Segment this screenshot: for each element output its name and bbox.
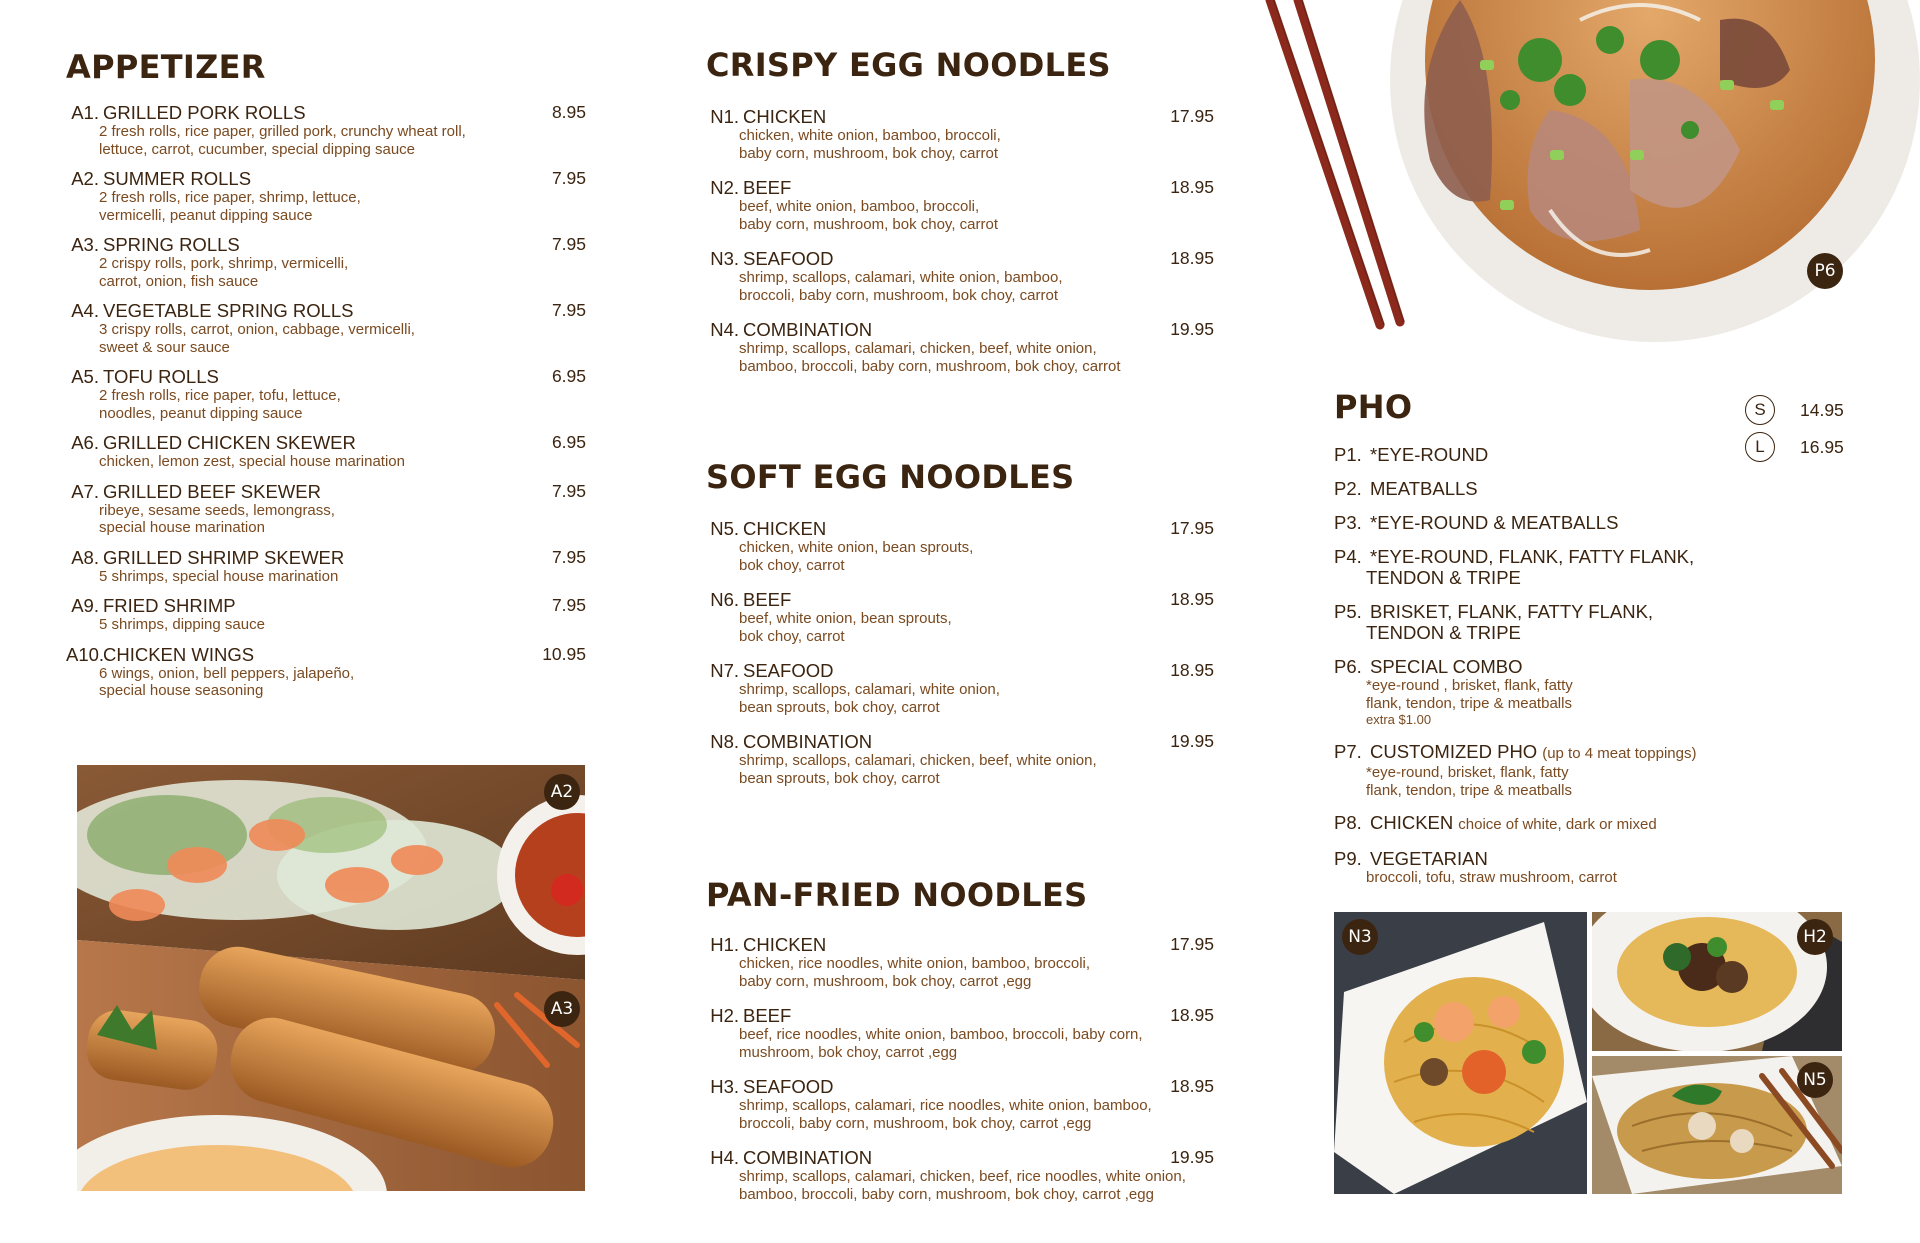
item-description: flank, tendon, tripe & meatballs <box>1366 694 1572 712</box>
item-name: CHICKEN <box>743 518 827 539</box>
item-code: N7. <box>710 660 739 681</box>
item-code: P3. <box>1334 512 1362 533</box>
item-price: 18.95 <box>1170 1076 1214 1096</box>
item-name: BEEF <box>743 589 792 610</box>
menu-item <box>706 177 1214 233</box>
menu-item <box>706 1147 1214 1203</box>
item-name: CHICKEN <box>743 106 827 127</box>
item-description: *eye-round, brisket, flank, fatty <box>1366 764 1569 781</box>
item-heading <box>706 106 1214 127</box>
size-small-icon: S <box>1745 395 1775 425</box>
item-price: 7.95 <box>551 168 586 188</box>
pho-list <box>1334 444 1734 900</box>
item-name: TOFU ROLLS <box>103 366 219 387</box>
item-description: bok choy, carrot <box>739 556 845 574</box>
pho-photo <box>1250 0 1920 345</box>
item-heading <box>1334 546 1734 567</box>
item-name-line2: TENDON & TRIPE <box>1366 622 1521 643</box>
item-heading <box>66 366 586 387</box>
menu-item <box>66 595 586 634</box>
item-code: A3. <box>71 234 99 255</box>
item-name: COMBINATION <box>743 319 873 340</box>
item-description: bean sprouts, bok choy, carrot <box>739 698 940 716</box>
crispy-title: CRISPY EGG NOODLES <box>706 46 1111 84</box>
item-name: MEATBALLS <box>1370 478 1478 499</box>
item-name: CHICKEN WINGS <box>103 643 255 665</box>
item-heading <box>1334 812 1734 835</box>
item-heading <box>66 547 586 568</box>
item-description: 5 shrimps, special house marination <box>99 567 339 585</box>
item-description: bok choy, carrot <box>739 627 845 645</box>
menu-item <box>66 366 586 422</box>
item-code: H3. <box>710 1076 739 1097</box>
n3-photo <box>1334 912 1587 1194</box>
menu-item <box>1334 512 1734 533</box>
item-heading <box>1334 848 1734 869</box>
item-name: *EYE-ROUND, FLANK, FATTY FLANK, <box>1370 546 1695 567</box>
item-heading <box>66 234 586 255</box>
menu-item <box>1334 478 1734 499</box>
item-heading <box>66 595 586 616</box>
item-name: BEEF <box>743 177 792 198</box>
item-description: mushroom, bok choy, carrot ,egg <box>739 1043 958 1061</box>
item-price: 18.95 <box>1170 1005 1214 1025</box>
item-name: VEGETARIAN <box>1370 848 1488 869</box>
item-heading <box>706 589 1214 610</box>
item-description: 6 wings, onion, bell peppers, jalapeño, <box>99 664 355 682</box>
item-price: 18.95 <box>1170 177 1214 197</box>
item-name: GRILLED PORK ROLLS <box>103 102 306 123</box>
menu-item <box>706 660 1214 716</box>
item-description: broccoli, tofu, straw mushroom, carrot <box>1366 869 1617 886</box>
item-code: N5. <box>710 518 739 539</box>
item-description: chicken, rice noodles, white onion, bamboo, broccoli, <box>739 955 1091 972</box>
item-description: baby corn, mushroom, bok choy, carrot <box>739 215 998 233</box>
crispy-noodle-illustration <box>1334 912 1587 1194</box>
size-small-price: 14.95 <box>1800 400 1844 420</box>
item-name: FRIED SHRIMP <box>103 595 236 616</box>
item-name: VEGETABLE SPRING ROLLS <box>103 300 354 321</box>
item-description: flank, tendon, tripe & meatballs <box>1366 781 1572 799</box>
item-heading <box>706 934 1214 955</box>
item-heading <box>66 168 586 189</box>
soft-list <box>706 518 1214 802</box>
item-name-line2: TENDON & TRIPE <box>1366 567 1521 588</box>
item-description: beef, rice noodles, white onion, bamboo, broccoli, baby corn, <box>739 1026 1143 1043</box>
item-heading <box>66 481 586 502</box>
menu-item <box>706 1005 1214 1061</box>
item-name: GRILLED CHICKEN SKEWER <box>103 432 356 453</box>
appetizer-section <box>66 48 586 699</box>
item-description: chicken, white onion, bean sprouts, <box>739 539 974 556</box>
item-description: carrot, onion, fish sauce <box>99 272 259 290</box>
badge-p6: P6 <box>1807 253 1843 289</box>
item-code: A5. <box>71 366 99 387</box>
item-heading <box>706 731 1214 752</box>
item-name: CHICKEN <box>1370 812 1454 833</box>
item-price: 8.95 <box>551 102 586 122</box>
menu-item <box>66 300 586 356</box>
crispy-list <box>706 106 1214 390</box>
item-heading <box>706 518 1214 539</box>
item-description: special house marination <box>99 519 265 536</box>
item-price: 7.95 <box>551 300 586 320</box>
item-code: A1. <box>71 102 99 123</box>
menu-item <box>66 547 586 586</box>
item-heading <box>1334 741 1734 764</box>
item-description: *eye-round , brisket, flank, fatty <box>1366 677 1573 694</box>
item-heading <box>66 300 586 321</box>
menu-item <box>706 518 1214 574</box>
menu-item <box>66 168 586 224</box>
item-code: A7. <box>71 480 99 502</box>
menu-item <box>706 248 1214 304</box>
item-name: CUSTOMIZED PHO <box>1370 741 1538 762</box>
item-price: 17.95 <box>1170 518 1214 538</box>
item-name: SPRING ROLLS <box>103 234 240 255</box>
item-code: A6. <box>71 432 99 453</box>
appetizer-list <box>66 102 586 710</box>
badge-n3: N3 <box>1342 919 1378 955</box>
item-code: P4. <box>1334 546 1362 567</box>
item-description: shrimp, scallops, calamari, white onion, bamboo, <box>739 269 1063 286</box>
item-heading <box>1334 478 1734 499</box>
item-heading <box>706 660 1214 681</box>
item-code: P5. <box>1334 601 1362 622</box>
item-description: bamboo, broccoli, baby corn, mushroom, bok choy, carrot ,egg <box>739 1185 1154 1203</box>
item-description: broccoli, baby corn, mushroom, bok choy, carrot <box>739 286 1059 304</box>
item-note: choice of white, dark or mixed <box>1458 816 1657 833</box>
item-description: broccoli, baby corn, mushroom, bok choy, carrot ,egg <box>739 1114 1092 1132</box>
item-code: A2. <box>71 168 99 189</box>
item-price: 6.95 <box>551 366 586 386</box>
menu-item <box>1334 546 1734 588</box>
badge-a2: A2 <box>544 774 580 810</box>
item-description: shrimp, scallops, calamari, chicken, beef, white onion, <box>739 340 1097 357</box>
item-heading <box>1334 444 1734 465</box>
item-code: N3. <box>710 248 739 269</box>
menu-item <box>66 234 586 290</box>
badge-a3: A3 <box>544 991 580 1027</box>
panfried-list <box>706 934 1214 1218</box>
item-price: 7.95 <box>551 480 586 501</box>
item-heading <box>706 319 1214 340</box>
item-price: 19.95 <box>1170 319 1214 339</box>
item-price: 18.95 <box>1170 589 1214 609</box>
item-code: P1. <box>1334 444 1362 465</box>
item-name: GRILLED BEEF SKEWER <box>103 480 321 502</box>
item-description: shrimp, scallops, calamari, chicken, beef, rice noodles, white onion, <box>739 1168 1186 1185</box>
badge-n5: N5 <box>1797 1062 1833 1098</box>
item-price: 7.95 <box>551 595 586 615</box>
crispy-section <box>706 46 1214 375</box>
item-description: shrimp, scallops, calamari, chicken, beef, white onion, <box>739 752 1097 769</box>
item-description: 5 shrimps, dipping sauce <box>99 616 265 633</box>
item-description: 2 fresh rolls, rice paper, grilled pork, crunchy wheat roll, <box>99 123 466 140</box>
item-description: baby corn, mushroom, bok choy, carrot ,egg <box>739 972 1032 990</box>
item-code: P9. <box>1334 848 1362 869</box>
item-heading <box>1334 601 1734 622</box>
item-code: A10. <box>66 643 105 665</box>
item-code: P6. <box>1334 656 1362 677</box>
item-price: 10.95 <box>542 643 586 664</box>
menu-item <box>1334 741 1734 799</box>
item-name: COMBINATION <box>743 731 873 752</box>
menu-item <box>1334 812 1734 835</box>
menu-item <box>1334 848 1734 887</box>
item-price: 17.95 <box>1170 106 1214 126</box>
item-description: 3 crispy rolls, carrot, onion, cabbage, vermicelli, <box>99 321 415 338</box>
item-code: N4. <box>710 319 739 340</box>
item-code: H2. <box>710 1005 739 1026</box>
menu-item <box>706 589 1214 645</box>
menu-item <box>66 102 586 158</box>
item-name: SEAFOOD <box>743 660 834 681</box>
item-price: 19.95 <box>1170 731 1214 751</box>
item-code: N1. <box>710 106 739 127</box>
item-code: N8. <box>710 731 739 752</box>
item-description: lettuce, carrot, cucumber, special dipping sauce <box>99 140 416 158</box>
item-name: *EYE-ROUND & MEATBALLS <box>1370 512 1619 533</box>
pho-title: PHO <box>1334 388 1413 426</box>
menu-item <box>1334 656 1734 728</box>
item-price: 18.95 <box>1170 248 1214 268</box>
menu-item <box>66 432 586 471</box>
item-description: ribeye, sesame seeds, lemongrass, <box>99 501 335 519</box>
item-code: N6. <box>710 589 739 610</box>
item-code: H4. <box>710 1147 739 1168</box>
menu-item <box>706 1076 1214 1132</box>
pho-bowl-illustration <box>1250 0 1920 345</box>
item-description: chicken, white onion, bamboo, broccoli, <box>739 127 1001 144</box>
item-heading <box>66 644 586 665</box>
rolls-illustration <box>77 765 585 1191</box>
item-code: A9. <box>71 595 99 616</box>
item-price: 7.95 <box>551 546 586 567</box>
item-description: special house seasoning <box>99 682 264 699</box>
item-heading <box>706 1005 1214 1026</box>
item-description: vermicelli, peanut dipping sauce <box>99 206 313 224</box>
item-extra: extra $1.00 <box>1366 712 1432 727</box>
soft-section <box>706 458 1214 787</box>
item-heading <box>706 1076 1214 1097</box>
menu-item <box>1334 601 1734 643</box>
menu-item <box>66 644 586 700</box>
item-description: chicken, lemon zest, special house marination <box>99 453 405 470</box>
item-code: P8. <box>1334 812 1362 833</box>
soft-title: SOFT EGG NOODLES <box>706 458 1075 496</box>
menu-item <box>1334 444 1734 465</box>
panfried-title: PAN-FRIED NOODLES <box>706 876 1088 914</box>
item-description: shrimp, scallops, calamari, rice noodles, white onion, bamboo, <box>739 1097 1152 1114</box>
item-price: 19.95 <box>1170 1147 1214 1167</box>
item-description: shrimp, scallops, calamari, white onion, <box>739 681 1000 698</box>
item-code: N2. <box>710 177 739 198</box>
panfried-section <box>706 876 1214 1203</box>
item-heading <box>1334 512 1734 533</box>
menu-item <box>706 106 1214 162</box>
item-code: P2. <box>1334 478 1362 499</box>
menu-item <box>706 731 1214 787</box>
badge-h2: H2 <box>1797 919 1833 955</box>
item-name: SUMMER ROLLS <box>103 168 252 189</box>
item-description: 2 fresh rolls, rice paper, tofu, lettuce, <box>99 387 341 404</box>
item-description: noodles, peanut dipping sauce <box>99 404 303 422</box>
appetizer-title: APPETIZER <box>66 48 266 86</box>
menu-item <box>706 934 1214 990</box>
item-note: (up to 4 meat toppings) <box>1542 745 1697 762</box>
item-price: 17.95 <box>1170 934 1214 954</box>
item-name: CHICKEN <box>743 934 827 955</box>
item-description: bamboo, broccoli, baby corn, mushroom, bok choy, carrot <box>739 357 1121 375</box>
size-large-price: 16.95 <box>1800 437 1844 457</box>
item-heading <box>706 248 1214 269</box>
item-heading <box>1334 656 1734 677</box>
item-name: SEAFOOD <box>743 1076 834 1097</box>
item-code: P7. <box>1334 741 1362 762</box>
item-name: SEAFOOD <box>743 248 834 269</box>
item-name: GRILLED SHRIMP SKEWER <box>103 546 345 568</box>
item-description: 2 fresh rolls, rice paper, shrimp, lettuce, <box>99 189 361 206</box>
item-code: A8. <box>71 546 99 568</box>
item-name: BEEF <box>743 1005 792 1026</box>
item-name: BRISKET, FLANK, FATTY FLANK, <box>1370 601 1654 622</box>
item-description: 2 crispy rolls, pork, shrimp, vermicelli, <box>99 255 349 272</box>
item-price: 7.95 <box>551 234 586 254</box>
item-code: H1. <box>710 934 739 955</box>
item-code: A4. <box>71 300 99 321</box>
item-description: sweet & sour sauce <box>99 338 230 356</box>
item-price: 6.95 <box>551 432 586 452</box>
item-heading <box>66 432 586 453</box>
item-description: baby corn, mushroom, bok choy, carrot <box>739 144 998 162</box>
item-name: *EYE-ROUND <box>1370 444 1489 465</box>
menu-item <box>66 481 586 537</box>
item-name: SPECIAL COMBO <box>1370 656 1523 677</box>
item-description: bean sprouts, bok choy, carrot <box>739 769 940 787</box>
item-heading <box>66 102 586 123</box>
appetizer-photo <box>77 765 585 1191</box>
item-description: beef, white onion, bamboo, broccoli, <box>739 198 980 215</box>
item-heading <box>706 177 1214 198</box>
item-heading <box>706 1147 1214 1168</box>
item-price: 18.95 <box>1170 660 1214 680</box>
item-description: beef, white onion, bean sprouts, <box>739 610 952 627</box>
menu-item <box>706 319 1214 375</box>
item-name: COMBINATION <box>743 1147 873 1168</box>
size-large-icon: L <box>1745 432 1775 462</box>
